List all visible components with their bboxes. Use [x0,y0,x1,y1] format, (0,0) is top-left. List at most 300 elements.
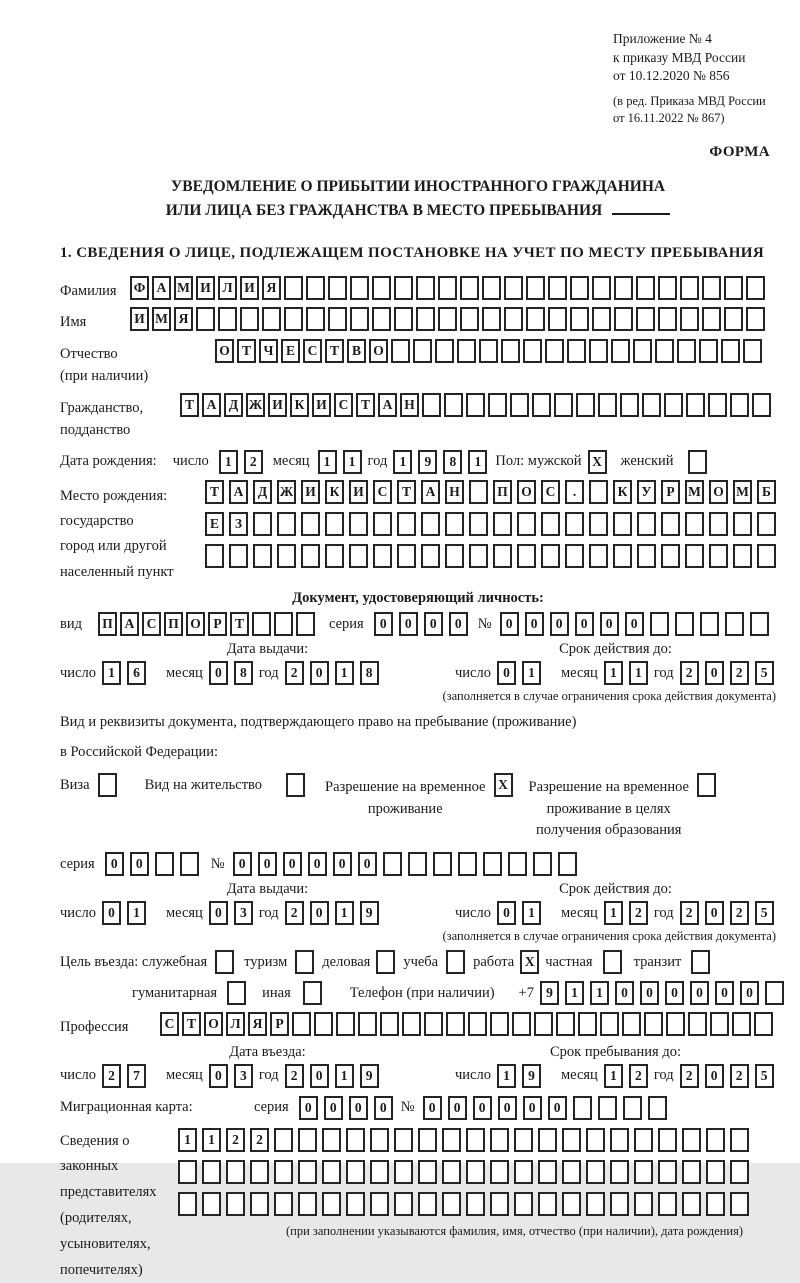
valid-year-box[interactable]: 2 [730,661,749,685]
representatives-char-box[interactable]: 1 [202,1128,221,1152]
citizenship-char-box[interactable] [642,393,661,417]
patronymic-char-box[interactable] [501,339,520,363]
doc-kind-char-box[interactable]: А [120,612,139,636]
doc-kind-char-box[interactable]: Т [230,612,249,636]
purpose-other-checkbox[interactable] [303,981,322,1005]
birth-place-char-box[interactable] [733,512,752,536]
doc-series-box[interactable]: 0 [449,612,468,636]
birth-place-char-box[interactable] [277,544,296,568]
birth-place-char-box[interactable] [493,544,512,568]
birth-place-char-box[interactable] [565,544,584,568]
migration-number-box[interactable]: 0 [523,1096,542,1120]
patronymic-char-box[interactable] [435,339,454,363]
patronymic-char-box[interactable] [677,339,696,363]
residence-number-box[interactable] [483,852,502,876]
doc-kind-char-box[interactable] [252,612,271,636]
profession-char-box[interactable] [710,1012,729,1036]
patronymic-char-box[interactable] [589,339,608,363]
given-name-char-box[interactable] [284,307,303,331]
migration-number-box[interactable]: 0 [548,1096,567,1120]
birth-place-char-box[interactable] [469,480,488,504]
valid-month-box[interactable]: 1 [629,661,648,685]
representatives-char-box[interactable] [322,1192,341,1216]
representatives-char-box[interactable] [250,1160,269,1184]
profession-char-box[interactable] [534,1012,553,1036]
surname-char-box[interactable] [416,276,435,300]
surname-char-box[interactable] [614,276,633,300]
citizenship-char-box[interactable] [664,393,683,417]
representatives-char-box[interactable] [490,1192,509,1216]
migration-number-box[interactable]: 0 [423,1096,442,1120]
doc-number-box[interactable] [750,612,769,636]
profession-char-box[interactable] [424,1012,443,1036]
valid-day-box[interactable]: 1 [522,661,541,685]
representatives-char-box[interactable] [274,1160,293,1184]
birth-place-char-box[interactable]: И [349,480,368,504]
surname-char-box[interactable] [570,276,589,300]
doc-kind-char-box[interactable]: П [98,612,117,636]
birth-year-box[interactable]: 8 [443,450,462,474]
phone-digit-box[interactable]: 0 [690,981,709,1005]
representatives-char-box[interactable] [514,1128,533,1152]
valid2-month-box[interactable]: 2 [629,901,648,925]
citizenship-char-box[interactable]: С [334,393,353,417]
given-name-char-box[interactable] [438,307,457,331]
doc-kind-char-box[interactable] [296,612,315,636]
representatives-char-box[interactable] [394,1160,413,1184]
entry-month-box[interactable]: 3 [234,1064,253,1088]
birth-place-char-box[interactable]: . [565,480,584,504]
citizenship-char-box[interactable]: Д [224,393,243,417]
valid2-year-box[interactable]: 2 [730,901,749,925]
birth-place-char-box[interactable] [517,512,536,536]
phone-digit-box[interactable]: 0 [715,981,734,1005]
residence-number-box[interactable]: 0 [333,852,352,876]
birth-place-char-box[interactable] [253,544,272,568]
phone-digit-box[interactable] [765,981,784,1005]
birth-place-char-box[interactable] [709,512,728,536]
surname-char-box[interactable] [482,276,501,300]
patronymic-char-box[interactable] [413,339,432,363]
given-name-char-box[interactable] [680,307,699,331]
citizenship-char-box[interactable] [620,393,639,417]
patronymic-char-box[interactable] [545,339,564,363]
birth-place-char-box[interactable] [373,512,392,536]
representatives-char-box[interactable] [442,1128,461,1152]
surname-char-box[interactable]: Л [218,276,237,300]
valid2-day-box[interactable]: 0 [497,901,516,925]
stay-year-box[interactable]: 0 [705,1064,724,1088]
issue2-day-box[interactable]: 1 [127,901,146,925]
phone-digit-box[interactable]: 0 [615,981,634,1005]
residence-number-box[interactable]: 0 [233,852,252,876]
birth-place-char-box[interactable] [661,512,680,536]
birth-place-char-box[interactable] [637,544,656,568]
citizenship-char-box[interactable] [730,393,749,417]
representatives-char-box[interactable] [418,1160,437,1184]
citizenship-char-box[interactable] [576,393,595,417]
doc-number-box[interactable]: 0 [500,612,519,636]
given-name-char-box[interactable] [658,307,677,331]
profession-char-box[interactable]: С [160,1012,179,1036]
residence-number-box[interactable] [433,852,452,876]
entry-year-box[interactable]: 2 [285,1064,304,1088]
citizenship-char-box[interactable]: А [202,393,221,417]
birth-place-char-box[interactable] [757,544,776,568]
given-name-char-box[interactable] [416,307,435,331]
given-name-char-box[interactable] [394,307,413,331]
birth-place-char-box[interactable] [589,480,608,504]
birth-place-char-box[interactable]: К [613,480,632,504]
representatives-char-box[interactable] [682,1192,701,1216]
surname-char-box[interactable] [438,276,457,300]
birth-place-char-box[interactable]: К [325,480,344,504]
representatives-char-box[interactable] [706,1128,725,1152]
representatives-char-box[interactable] [730,1128,749,1152]
phone-digit-box[interactable]: 1 [590,981,609,1005]
migration-number-box[interactable] [623,1096,642,1120]
birth-place-char-box[interactable]: С [373,480,392,504]
issue-day-box[interactable]: 1 [102,661,121,685]
given-name-char-box[interactable]: М [152,307,171,331]
representatives-char-box[interactable] [346,1160,365,1184]
issue2-year-box[interactable]: 2 [285,901,304,925]
residence-series-box[interactable] [155,852,174,876]
residence-series-box[interactable] [180,852,199,876]
birth-place-char-box[interactable]: Б [757,480,776,504]
profession-char-box[interactable] [644,1012,663,1036]
citizenship-char-box[interactable] [598,393,617,417]
representatives-char-box[interactable] [514,1192,533,1216]
birth-place-char-box[interactable] [445,512,464,536]
birth-place-char-box[interactable] [397,512,416,536]
representatives-char-box[interactable]: 1 [178,1128,197,1152]
profession-char-box[interactable] [468,1012,487,1036]
given-name-char-box[interactable] [570,307,589,331]
patronymic-char-box[interactable] [699,339,718,363]
issue-year-box[interactable]: 0 [310,661,329,685]
profession-char-box[interactable] [512,1012,531,1036]
citizenship-char-box[interactable]: Т [356,393,375,417]
doc-number-box[interactable] [675,612,694,636]
birth-place-char-box[interactable]: А [421,480,440,504]
temp-residence-permit-checkbox[interactable]: X [494,773,513,797]
doc-series-box[interactable]: 0 [374,612,393,636]
migration-series-box[interactable]: 0 [374,1096,393,1120]
migration-series-box[interactable]: 0 [349,1096,368,1120]
birth-place-char-box[interactable] [397,544,416,568]
surname-char-box[interactable]: И [196,276,215,300]
patronymic-char-box[interactable] [391,339,410,363]
representatives-char-box[interactable] [538,1192,557,1216]
migration-series-box[interactable]: 0 [324,1096,343,1120]
profession-char-box[interactable] [446,1012,465,1036]
residence-number-box[interactable]: 0 [308,852,327,876]
citizenship-char-box[interactable] [510,393,529,417]
birth-place-char-box[interactable] [445,544,464,568]
citizenship-char-box[interactable] [686,393,705,417]
issue2-month-box[interactable]: 0 [209,901,228,925]
representatives-char-box[interactable] [466,1192,485,1216]
residence-number-box[interactable] [558,852,577,876]
doc-number-box[interactable]: 0 [575,612,594,636]
representatives-char-box[interactable] [298,1160,317,1184]
purpose-tourism-checkbox[interactable] [295,950,314,974]
surname-char-box[interactable]: Я [262,276,281,300]
doc-number-box[interactable] [650,612,669,636]
stay-month-box[interactable]: 2 [629,1064,648,1088]
profession-char-box[interactable]: Л [226,1012,245,1036]
patronymic-char-box[interactable]: Т [237,339,256,363]
profession-char-box[interactable]: Т [182,1012,201,1036]
doc-number-box[interactable] [700,612,719,636]
profession-char-box[interactable] [358,1012,377,1036]
residence-series-box[interactable]: 0 [130,852,149,876]
valid-month-box[interactable]: 1 [604,661,623,685]
issue2-year-box[interactable]: 1 [335,901,354,925]
representatives-char-box[interactable] [658,1192,677,1216]
doc-number-box[interactable]: 0 [625,612,644,636]
representatives-char-box[interactable] [322,1160,341,1184]
surname-char-box[interactable] [636,276,655,300]
purpose-humanitarian-checkbox[interactable] [227,981,246,1005]
issue2-day-box[interactable]: 0 [102,901,121,925]
representatives-char-box[interactable] [178,1160,197,1184]
given-name-char-box[interactable] [328,307,347,331]
representatives-char-box[interactable] [322,1128,341,1152]
birth-place-char-box[interactable]: Н [445,480,464,504]
valid-year-box[interactable]: 0 [705,661,724,685]
representatives-char-box[interactable] [394,1192,413,1216]
representatives-char-box[interactable] [658,1160,677,1184]
representatives-char-box[interactable] [250,1192,269,1216]
profession-char-box[interactable]: Р [270,1012,289,1036]
birth-place-char-box[interactable] [469,544,488,568]
representatives-char-box[interactable] [346,1128,365,1152]
birth-place-char-box[interactable] [757,512,776,536]
representatives-char-box[interactable] [562,1128,581,1152]
stay-year-box[interactable]: 2 [680,1064,699,1088]
doc-number-box[interactable]: 0 [525,612,544,636]
representatives-char-box[interactable] [274,1128,293,1152]
phone-digit-box[interactable]: 0 [665,981,684,1005]
purpose-work-checkbox[interactable]: X [520,950,539,974]
birth-place-char-box[interactable]: Т [397,480,416,504]
citizenship-char-box[interactable]: Н [400,393,419,417]
citizenship-char-box[interactable]: И [268,393,287,417]
residence-number-box[interactable] [508,852,527,876]
birth-place-char-box[interactable]: И [301,480,320,504]
representatives-char-box[interactable] [202,1160,221,1184]
patronymic-char-box[interactable] [479,339,498,363]
given-name-char-box[interactable] [196,307,215,331]
purpose-transit-checkbox[interactable] [691,950,710,974]
citizenship-char-box[interactable] [554,393,573,417]
phone-digit-box[interactable]: 9 [540,981,559,1005]
surname-char-box[interactable] [372,276,391,300]
birth-place-char-box[interactable]: Д [253,480,272,504]
birth-year-box[interactable]: 9 [418,450,437,474]
purpose-private-checkbox[interactable] [603,950,622,974]
representatives-char-box[interactable] [658,1128,677,1152]
representatives-char-box[interactable] [202,1192,221,1216]
patronymic-char-box[interactable] [457,339,476,363]
patronymic-char-box[interactable]: О [369,339,388,363]
surname-char-box[interactable] [746,276,765,300]
profession-char-box[interactable] [336,1012,355,1036]
given-name-char-box[interactable] [526,307,545,331]
representatives-char-box[interactable] [514,1160,533,1184]
representatives-char-box[interactable] [490,1128,509,1152]
representatives-char-box[interactable] [226,1160,245,1184]
birth-place-char-box[interactable]: Р [661,480,680,504]
residence-permit-checkbox[interactable] [286,773,305,797]
given-name-char-box[interactable] [614,307,633,331]
birth-year-box[interactable]: 1 [393,450,412,474]
birth-place-char-box[interactable]: Т [205,480,224,504]
doc-kind-char-box[interactable]: Р [208,612,227,636]
profession-char-box[interactable] [578,1012,597,1036]
doc-number-box[interactable]: 0 [600,612,619,636]
representatives-char-box[interactable] [682,1160,701,1184]
given-name-char-box[interactable]: И [130,307,149,331]
valid2-month-box[interactable]: 1 [604,901,623,925]
representatives-char-box[interactable] [466,1160,485,1184]
purpose-study-checkbox[interactable] [446,950,465,974]
representatives-char-box[interactable] [634,1128,653,1152]
birth-place-char-box[interactable] [709,544,728,568]
surname-char-box[interactable] [724,276,743,300]
representatives-char-box[interactable] [442,1160,461,1184]
doc-number-box[interactable] [725,612,744,636]
given-name-char-box[interactable] [240,307,259,331]
surname-char-box[interactable]: Ф [130,276,149,300]
birth-place-char-box[interactable]: О [517,480,536,504]
representatives-char-box[interactable]: 2 [250,1128,269,1152]
given-name-char-box[interactable] [548,307,567,331]
profession-char-box[interactable] [732,1012,751,1036]
representatives-char-box[interactable] [730,1192,749,1216]
residence-number-box[interactable]: 0 [258,852,277,876]
birth-place-char-box[interactable] [253,512,272,536]
representatives-char-box[interactable] [634,1160,653,1184]
migration-number-box[interactable]: 0 [473,1096,492,1120]
birth-month-box[interactable]: 1 [318,450,337,474]
birth-place-char-box[interactable]: М [685,480,704,504]
profession-char-box[interactable] [666,1012,685,1036]
entry-year-box[interactable]: 9 [360,1064,379,1088]
phone-digit-box[interactable]: 1 [565,981,584,1005]
residence-series-box[interactable]: 0 [105,852,124,876]
birth-place-char-box[interactable] [301,512,320,536]
surname-char-box[interactable] [702,276,721,300]
given-name-char-box[interactable] [504,307,523,331]
stay-day-box[interactable]: 1 [497,1064,516,1088]
given-name-char-box[interactable]: Я [174,307,193,331]
birth-place-char-box[interactable] [277,512,296,536]
representatives-char-box[interactable] [418,1128,437,1152]
surname-char-box[interactable] [328,276,347,300]
birth-place-char-box[interactable] [517,544,536,568]
issue2-month-box[interactable]: 3 [234,901,253,925]
birth-place-char-box[interactable] [589,544,608,568]
issue-year-box[interactable]: 1 [335,661,354,685]
patronymic-char-box[interactable]: В [347,339,366,363]
representatives-char-box[interactable] [706,1160,725,1184]
residence-number-box[interactable] [533,852,552,876]
representatives-char-box[interactable] [586,1160,605,1184]
representatives-char-box[interactable] [610,1192,629,1216]
issue-month-box[interactable]: 0 [209,661,228,685]
profession-char-box[interactable] [402,1012,421,1036]
doc-kind-char-box[interactable]: С [142,612,161,636]
representatives-char-box[interactable]: 2 [226,1128,245,1152]
birth-place-char-box[interactable] [325,544,344,568]
birth-month-box[interactable]: 1 [343,450,362,474]
issue2-year-box[interactable]: 9 [360,901,379,925]
representatives-char-box[interactable] [418,1192,437,1216]
birth-place-char-box[interactable] [205,544,224,568]
citizenship-char-box[interactable] [752,393,771,417]
given-name-char-box[interactable] [592,307,611,331]
given-name-char-box[interactable] [306,307,325,331]
birth-place-char-box[interactable] [541,512,560,536]
purpose-business-checkbox[interactable] [376,950,395,974]
stay-day-box[interactable]: 9 [522,1064,541,1088]
citizenship-char-box[interactable] [466,393,485,417]
given-name-char-box[interactable] [724,307,743,331]
residence-number-box[interactable] [383,852,402,876]
representatives-char-box[interactable] [730,1160,749,1184]
given-name-char-box[interactable] [350,307,369,331]
representatives-char-box[interactable] [442,1192,461,1216]
edu-residence-permit-checkbox[interactable] [697,773,716,797]
representatives-char-box[interactable] [226,1192,245,1216]
birth-place-char-box[interactable]: А [229,480,248,504]
entry-year-box[interactable]: 1 [335,1064,354,1088]
birth-place-char-box[interactable] [469,512,488,536]
doc-series-box[interactable]: 0 [399,612,418,636]
surname-char-box[interactable] [284,276,303,300]
entry-day-box[interactable]: 7 [127,1064,146,1088]
migration-number-box[interactable] [598,1096,617,1120]
issue-year-box[interactable]: 8 [360,661,379,685]
surname-char-box[interactable]: М [174,276,193,300]
representatives-char-box[interactable] [634,1192,653,1216]
citizenship-char-box[interactable] [488,393,507,417]
representatives-char-box[interactable] [610,1160,629,1184]
surname-char-box[interactable] [592,276,611,300]
doc-series-box[interactable]: 0 [424,612,443,636]
representatives-char-box[interactable] [562,1192,581,1216]
patronymic-char-box[interactable]: Ч [259,339,278,363]
birth-place-char-box[interactable] [421,512,440,536]
representatives-char-box[interactable] [586,1192,605,1216]
female-checkbox[interactable] [688,450,707,474]
purpose-official-checkbox[interactable] [215,950,234,974]
surname-char-box[interactable] [460,276,479,300]
given-name-char-box[interactable] [218,307,237,331]
citizenship-char-box[interactable]: И [312,393,331,417]
profession-char-box[interactable] [380,1012,399,1036]
birth-place-char-box[interactable] [373,544,392,568]
surname-char-box[interactable] [394,276,413,300]
birth-place-char-box[interactable] [637,512,656,536]
patronymic-char-box[interactable]: О [215,339,234,363]
surname-char-box[interactable] [658,276,677,300]
representatives-char-box[interactable] [610,1128,629,1152]
profession-char-box[interactable] [556,1012,575,1036]
